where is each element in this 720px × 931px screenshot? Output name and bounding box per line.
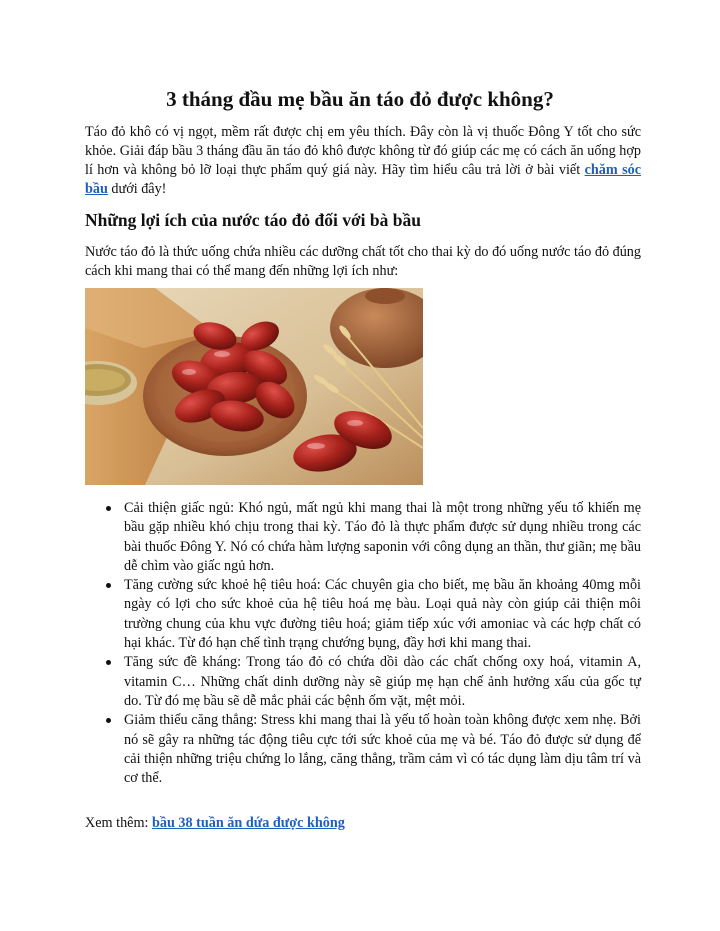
benefit-text: Tăng sức đề kháng: Trong táo đỏ có chứa dồi dào các chất chống oxy hoá, vitamin A, vitamin C… Những chất dinh dưỡng này sẽ giúp mẹ hạn chế ảnh hưởng xấu của gốc tự do. Từ đó mẹ bầu sẽ dễ mắc phải các bệnh ốm vặt, mệt mỏi. [124, 654, 641, 709]
section-intro-paragraph: Nước táo đỏ là thức uống chứa nhiều các dưỡng chất tốt cho thai kỳ do đó uống nước táo đỏ đúng cách khi mang thai có thể mang đến những lợi ích như: [85, 244, 641, 279]
list-item [85, 499, 641, 576]
see-more-line [85, 814, 345, 833]
benefit-text: Tăng cường sức khoẻ hệ tiêu hoá: Các chuyên gia cho biết, mẹ bầu ăn khoảng 40mg mỗi ngày có lợi cho sức khoẻ của hệ tiêu hoá mẹ bàu. Loại quả này còn giúp cải thiện môi trường chung của khu vực đường tiêu hoá; giảm tiếp xúc với amoniac và các hợp chất có hại khác. Từ đó hạn chế tình trạng chướng bụng, đầy hơi khi mang thai. [124, 577, 641, 652]
page-title: 3 tháng đầu mẹ bầu ăn táo đỏ được không? [166, 87, 554, 111]
bullet-icon [106, 583, 111, 588]
benefit-text: Giảm thiểu căng thẳng: Stress khi mang thai là yếu tố hoàn toàn không được xem nhẹ. Bởi nó sẽ gây ra những tác động tiêu cực tới sức khoẻ của mẹ và bé. Táo đỏ được sử dụng để cải thiện những triệu chứng lo lắng, căng thẳng, trầm cảm vì có tác dụng làm dịu tâm trí và cơ thể. [124, 712, 641, 787]
see-more-link[interactable]: bầu 38 tuần ăn dứa được không [151, 815, 345, 831]
bullet-icon [106, 660, 111, 665]
jujube-photo [85, 288, 423, 485]
see-more-label: Xem thêm: [85, 815, 152, 831]
section-heading: Những lợi ích của nước táo đỏ đối với bà bầu [85, 210, 421, 230]
list-item [85, 576, 641, 653]
list-item [85, 711, 641, 788]
cham-soc-bau-link[interactable]: chăm sóc bầu [85, 162, 641, 197]
benefit-text: Cải thiện giấc ngủ: Khó ngủ, mất ngủ khi mang thai là một trong những yếu tố khiến mẹ bầu gặp nhiều khó chịu trong thai kỳ. Táo đỏ là thực phẩm được sử dụng nhiều trong các bài thuốc Đông Y. Nó có chứa hàm lượng saponin với công dụng an thần, thư giãn; mẹ bầu dễ chìm vào giấc ngủ hơn. [124, 500, 641, 574]
intro-paragraph [85, 123, 641, 199]
benefits-list [85, 499, 641, 788]
intro-text-after-link: dưới đây! [107, 181, 167, 197]
intro-text-before-link: Táo đỏ khô có vị ngọt, mềm rất được chị em yêu thích. Đây còn là vị thuốc Đông Y tốt cho sức khỏe. Giải đáp bầu 3 tháng đầu ăn táo đỏ khô được không từ đó giúp các mẹ có cách ăn uống hợp lí hơn và không bỏ lỡ loại thực phẩm quý giá này. Hãy tìm hiểu câu trả lời ở bài viết [85, 124, 641, 178]
bullet-icon [106, 506, 111, 511]
bullet-icon [106, 718, 111, 723]
list-item [85, 653, 641, 711]
